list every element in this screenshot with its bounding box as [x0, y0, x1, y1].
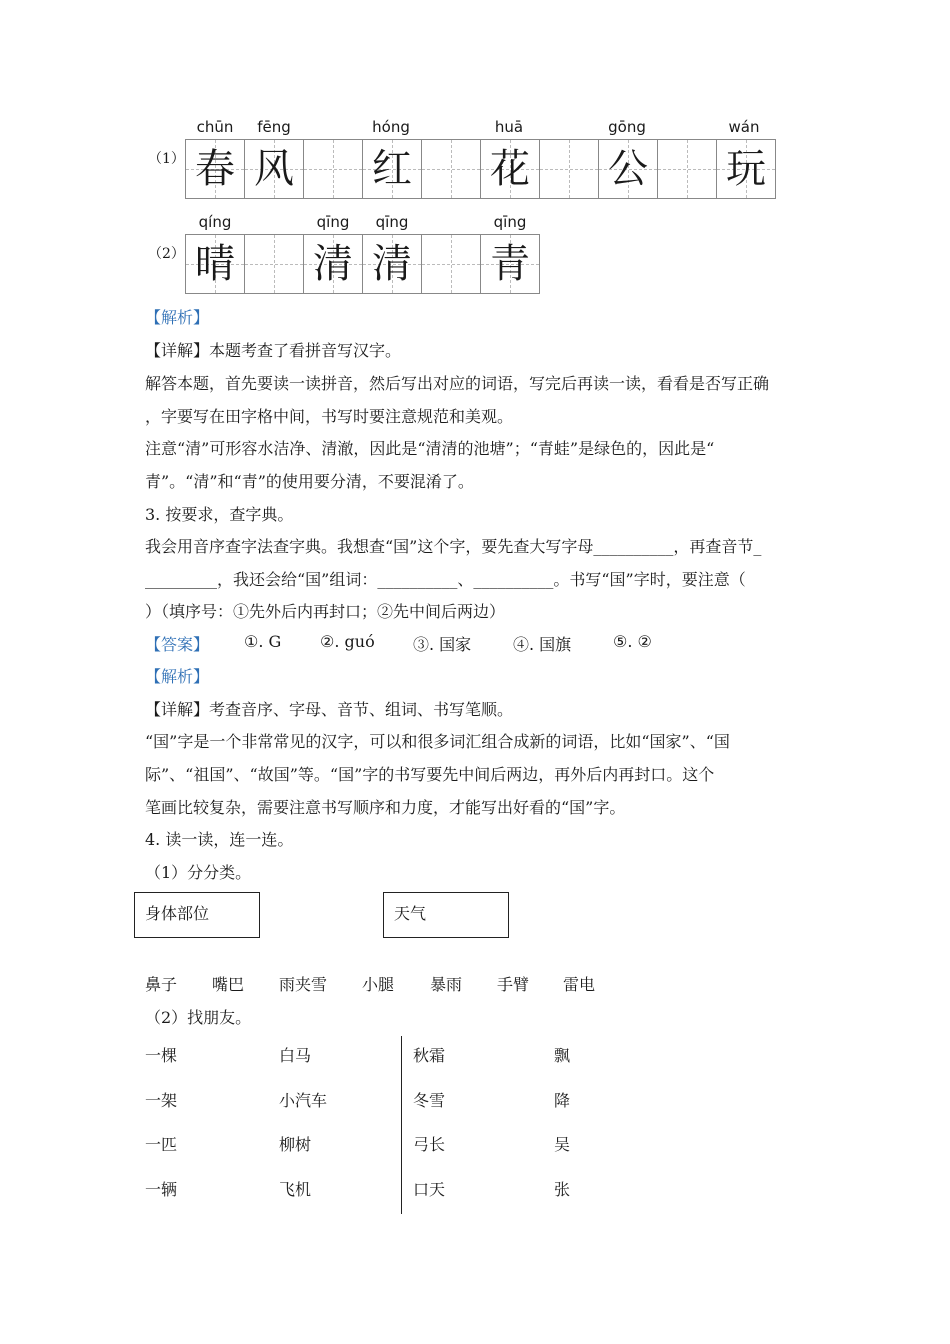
tianzige-cell	[480, 234, 540, 294]
xiangjie-text: 【详解】考查音序、字母、音节、组词、书写笔顺。	[145, 700, 514, 719]
question-line: ）（填序号：①先外后内再封口；②先中间后两边）	[145, 602, 506, 621]
cell-char: 风	[254, 146, 294, 192]
explanation-line: ，字要写在田字格中间，书写时要注意规范和美观。	[145, 407, 514, 426]
cell-char: 晴	[195, 241, 235, 287]
tianzige-cell	[716, 139, 776, 199]
cell-char: 清	[372, 241, 412, 287]
xiangjie-text: 【详解】本题考查了看拼音写汉字。	[145, 341, 402, 360]
cell-char: 红	[372, 146, 412, 192]
match-item[interactable]: 冬雪	[413, 1091, 446, 1110]
pinyin: qīng	[375, 213, 409, 231]
pinyin: huā	[494, 118, 524, 136]
cell-char: 花	[490, 146, 530, 192]
tianzige-cell	[421, 139, 481, 199]
pinyin: wán	[728, 118, 760, 136]
explanation-line: 笔画比较复杂，需要注意书写顺序和力度，才能写出好看的“国”字。	[145, 798, 626, 817]
jiexi-label: 【解析】	[145, 308, 210, 327]
answer-label: 【答案】	[145, 635, 210, 654]
pinyin: qīng	[316, 213, 350, 231]
grid1-label: （1）	[148, 151, 185, 167]
word-item[interactable]: 小腿	[362, 975, 395, 994]
answer-item: ⑤. ②	[613, 632, 652, 651]
word-item[interactable]: 雨夹雪	[279, 975, 328, 994]
question-line: _________，我还会给“国”组词：__________、__________。书写“国”字时，要注意（	[145, 570, 746, 589]
match-item[interactable]: 吴	[554, 1135, 571, 1154]
sub-question-2: （2）找朋友。	[145, 1008, 252, 1027]
pinyin: fēng	[257, 118, 291, 136]
explanation-line: “国”字是一个非常常见的汉字，可以和很多词汇组合成新的词语，比如“国家”、“国	[145, 732, 730, 751]
cell-char: 公	[608, 146, 648, 192]
answer-item: ④. 国旗	[513, 635, 572, 654]
column-divider	[401, 1036, 402, 1214]
tianzige-cell	[303, 139, 363, 199]
jiexi-label: 【解析】	[145, 667, 210, 686]
word-item[interactable]: 暴雨	[430, 975, 463, 994]
match-item[interactable]: 柳树	[279, 1135, 312, 1154]
category-box-weather[interactable]	[383, 892, 509, 938]
word-item[interactable]: 雷电	[563, 975, 596, 994]
match-item[interactable]: 降	[554, 1091, 571, 1110]
match-item[interactable]: 一辆	[145, 1180, 178, 1199]
match-item[interactable]: 一棵	[145, 1046, 178, 1065]
match-item[interactable]: 飞机	[279, 1180, 312, 1199]
answer-item: ①. G	[244, 632, 282, 651]
explanation-line: 际”、“祖国”、“故国”等。“国”字的书写要先中间后两边，再外后内再封口。这个	[145, 765, 715, 784]
cell-char: 青	[490, 241, 530, 287]
match-item[interactable]: 口天	[413, 1180, 446, 1199]
pinyin: chūn	[196, 118, 234, 136]
match-item[interactable]: 一架	[145, 1091, 178, 1110]
word-item[interactable]: 手臂	[497, 975, 530, 994]
word-item[interactable]: 嘴巴	[212, 975, 245, 994]
tianzige-cell	[303, 234, 363, 294]
match-item[interactable]: 白马	[279, 1046, 312, 1065]
sub-question-1: （1）分分类。	[145, 863, 252, 882]
tianzige-cell	[657, 139, 717, 199]
answer-item: ②. guó	[320, 632, 375, 651]
category-label: 身体部位	[145, 904, 210, 923]
cell-char: 清	[313, 241, 353, 287]
tianzige-cell	[185, 234, 245, 294]
pinyin: gōng	[608, 118, 646, 136]
word-item[interactable]: 鼻子	[145, 975, 178, 994]
tianzige-cell	[362, 139, 422, 199]
explanation-line: 注意“清”可形容水洁净、清澈，因此是“清清的池塘”；“青蛙”是绿色的，因此是“	[145, 439, 715, 458]
grid2-label: （2）	[148, 246, 185, 262]
match-item[interactable]: 小汽车	[279, 1091, 328, 1110]
question-3-title: 3. 按要求，查字典。	[145, 505, 294, 524]
tianzige-cell	[421, 234, 481, 294]
question-line: 我会用音序查字法查字典。我想查“国”这个字，要先查大写字母__________，再查音节_	[145, 537, 762, 556]
tianzige-cell	[539, 139, 599, 199]
answer-item: ③. 国家	[413, 635, 472, 654]
category-box-body-parts[interactable]	[134, 892, 260, 938]
tianzige-cell	[598, 139, 658, 199]
tianzige-cell	[244, 139, 304, 199]
match-item[interactable]: 秋霜	[413, 1046, 446, 1065]
tianzige-cell	[244, 234, 304, 294]
tianzige-cell	[480, 139, 540, 199]
cell-char: 春	[195, 146, 235, 192]
question-4-title: 4. 读一读，连一连。	[145, 830, 294, 849]
match-item[interactable]: 飘	[554, 1046, 571, 1065]
pinyin: qíng	[198, 213, 232, 231]
match-item[interactable]: 弓长	[413, 1135, 446, 1154]
pinyin: qīng	[493, 213, 527, 231]
tianzige-cell	[185, 139, 245, 199]
pinyin: hóng	[372, 118, 410, 136]
cell-char: 玩	[726, 146, 766, 192]
match-item[interactable]: 一匹	[145, 1135, 178, 1154]
tianzige-cell	[362, 234, 422, 294]
category-label: 天气	[394, 904, 427, 923]
explanation-line: 青”。“清”和“青”的使用要分清，不要混淆了。	[145, 472, 474, 491]
explanation-line: 解答本题，首先要读一读拼音，然后写出对应的词语，写完后再读一读，看看是否写正确	[145, 374, 770, 393]
match-item[interactable]: 张	[554, 1180, 571, 1199]
